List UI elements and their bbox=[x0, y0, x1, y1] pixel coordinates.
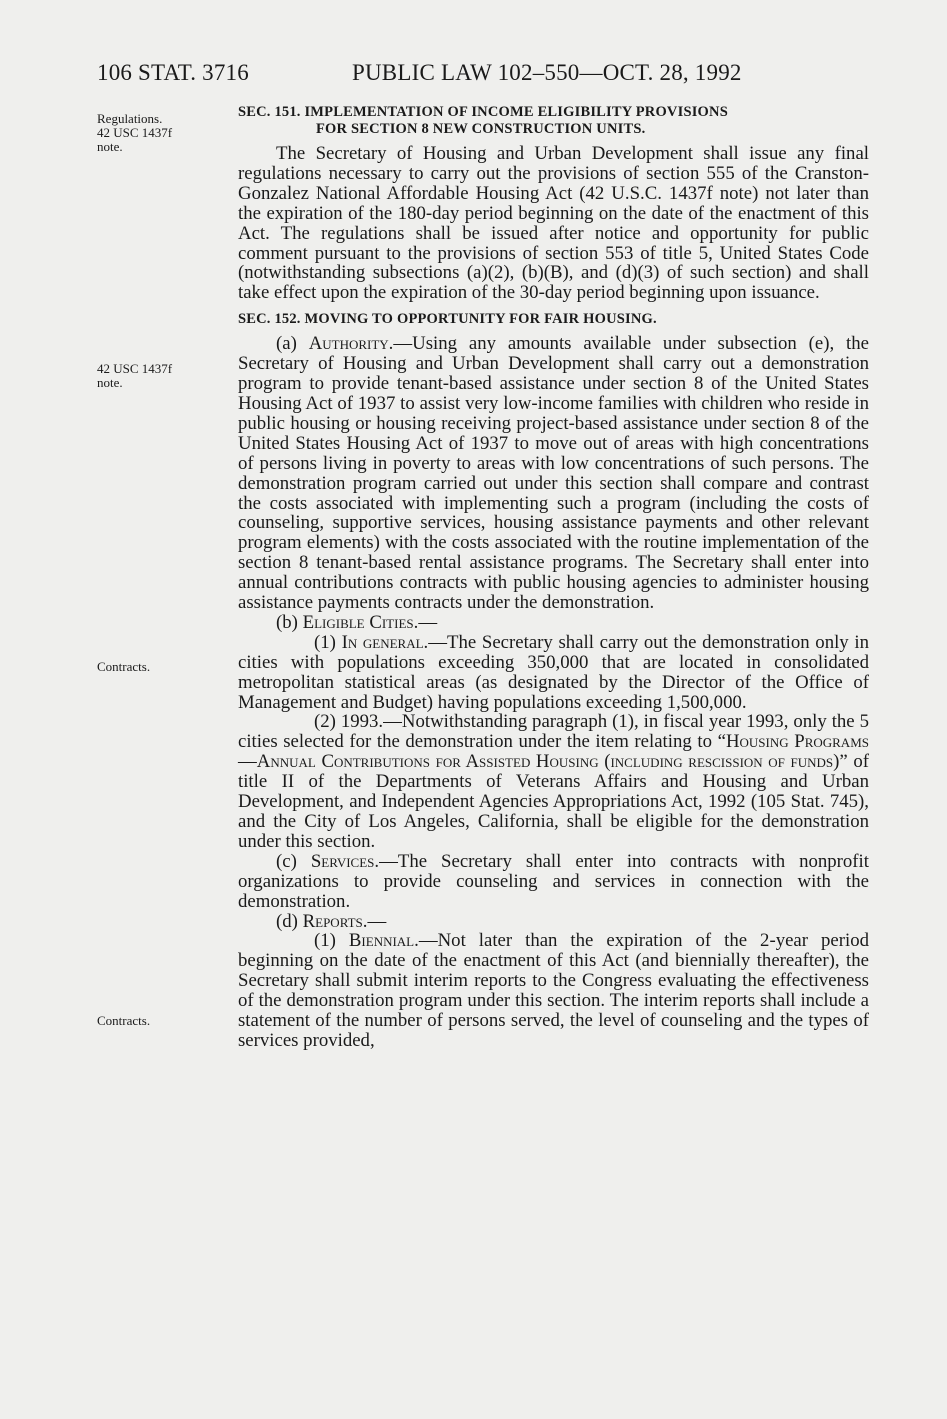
margin-note-usc: 42 USC 1437f note. bbox=[97, 361, 173, 390]
subsection-a: (a) Authority.—Using any amounts available under subsection (e), the Secretary of Housing and Urban Development shall carry out a demonstration program to provide tenant-based assistance under section 8 of the United States Housing Act of 1937 to assist very low-income families with children who reside in public housing or housing receiving project-based assistance under section 8 of the United States Housing Act of 1937 to move out of areas with high concentrations of persons living in poverty to areas with low concentrations of such persons. The demonstration program carried out under this section shall compare and contrast the costs associated with implementing such a program (including the costs of counseling, supportive services, housing assistance payments and other relevant program elements) with the costs associated with the routine implementation of the section 8 tenant-based rental assistance programs. The Secretary shall enter into annual contributions contracts with public housing agencies to administer housing assistance payments contracts under the demonstration. bbox=[238, 333, 869, 614]
section-151-heading: SEC. 151. IMPLEMENTATION OF INCOME ELIGIBILITY PROVISIONS FOR SECTION 8 NEW CONSTRUCTION UNITS. bbox=[238, 104, 728, 137]
section-152-heading: SEC. 152. MOVING TO OPPORTUNITY FOR FAIR HOUSING. bbox=[238, 311, 657, 328]
subsection-c: (c) Services.—The Secretary shall enter into contracts with nonprofit organizations to provide counseling and services in connection with the demonstration. bbox=[238, 850, 869, 912]
statute-body bbox=[238, 104, 869, 1051]
section-151-text: The Secretary of Housing and Urban Development shall issue any final regulations necessary to carry out the provisions of section 555 of the Cranston-Gonzalez National Affordable Housing Act (42 U.S.C. 1437f note) not later than the expiration of the 180-day period beginning on the date of the enactment of this Act. The regulations shall be issued after notice and opportunity for public comment pursuant to the provisions of section 553 of title 5, United States Code (notwithstanding subsections (a)(2), (b)(B), and (d)(3) of such section) and shall take effect upon the expiration of the 30-day period beginning upon issuance. bbox=[238, 143, 869, 304]
paragraph-b2: (2) 1993.—Notwithstanding paragraph (1), in fiscal year 1993, only the 5 cities selected for the demonstration under the item relating to “Housing Programs—Annual Contributions for Assisted Housing (including rescission of funds)” of title II of the Departments of Veterans Affairs and Housing and Urban Development, and Independent Agencies Appropriations Act, 1992 (105 Stat. 745), and the City of Los Angeles, California, shall be eligible for the demonstration under this section. bbox=[238, 711, 869, 852]
paragraph-d1: (1) Biennial.—Not later than the expiration of the 2-year period beginning on the date of the enactment of this Act (and biennially thereafter), the Secretary shall submit interim reports to the Congress evaluating the effectiveness of the demonstration program under this section. The interim reports shall include a statement of the number of persons served, the level of counseling and the types of services provided, bbox=[238, 930, 869, 1051]
public-law-title: PUBLIC LAW 102–550—OCT. 28, 1992 bbox=[352, 60, 742, 85]
margin-note-contracts-1: Contracts. bbox=[97, 659, 151, 674]
margin-note-regulations: Regulations. 42 USC 1437f note. bbox=[97, 111, 173, 154]
subsection-d: (d) Reports.— bbox=[276, 910, 387, 932]
margin-note-contracts-2: Contracts. bbox=[97, 1013, 151, 1028]
paragraph-b1: (1) In general.—The Secretary shall carry out the demonstration only in cities with populations exceeding 350,000 that are located in consolidated metropolitan statistical areas (as designated by the Director of the Office of Management and Budget) having populations exceeding 1,500,000. bbox=[238, 631, 869, 713]
stat-page-number: 106 STAT. 3716 bbox=[97, 60, 249, 85]
subsection-b: (b) Eligible Cities.— bbox=[276, 611, 438, 633]
page-header bbox=[97, 60, 869, 90]
